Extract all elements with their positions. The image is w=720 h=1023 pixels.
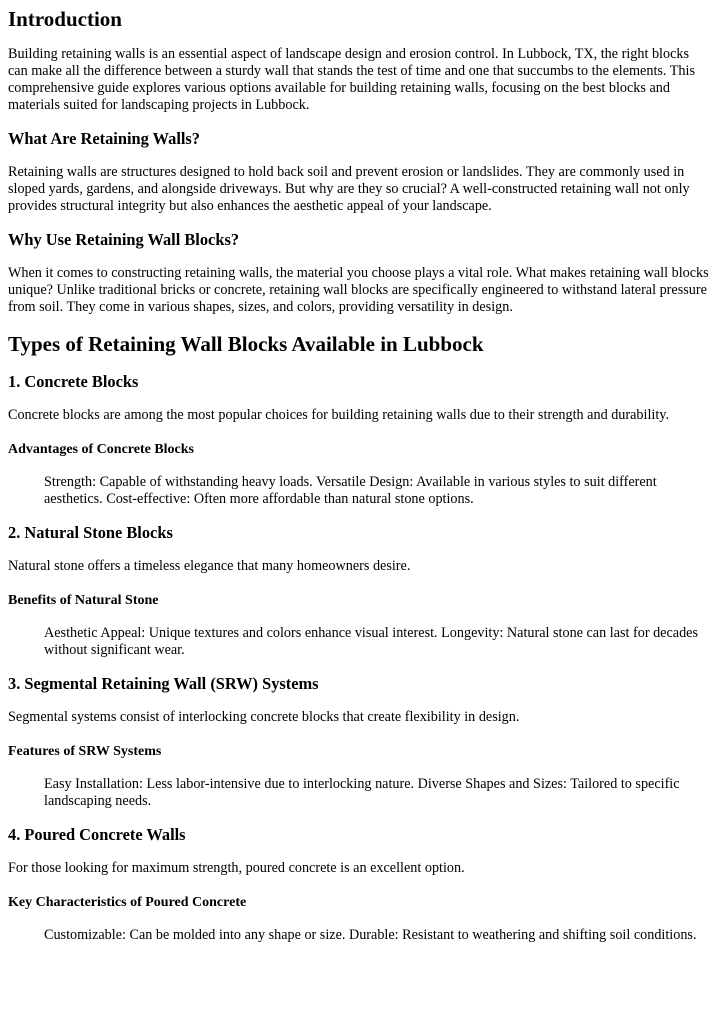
section-quote-concrete: Strength: Capable of withstanding heavy loads. Versatile Design: Available in various styles to suit different aesthetics. Cost-effective: Often more affordable than natural stone options.: [44, 474, 657, 507]
section-paragraph-natural-stone: Natural stone offers a timeless elegance that many homeowners desire.: [8, 558, 411, 574]
what-heading: What Are Retaining Walls?: [8, 129, 201, 148]
section-heading-poured-concrete: 4. Poured Concrete Walls: [8, 825, 186, 844]
article: [0, 6, 712, 944]
section-quote-poured-concrete: Customizable: Can be molded into any shape or size. Durable: Resistant to weathering and shifting soil conditions.: [44, 927, 697, 943]
section-quote-srw: Easy Installation: Less labor-intensive due to interlocking nature. Diverse Shapes and Sizes: Tailored to specific landscaping needs.: [44, 776, 680, 809]
section-quote-natural-stone: Aesthetic Appeal: Unique textures and colors enhance visual interest. Longevity: Natural stone can last for decades without significant wear.: [44, 625, 698, 658]
why-paragraph: When it comes to constructing retaining walls, the material you choose plays a vital role. What makes retaining wall blocks unique? Unlike traditional bricks or concrete, retaining wall blocks are specifically engineered to withstand lateral pressure from soil. They come in various shapes, sizes, and colors, providing versatility in design.: [8, 265, 709, 315]
intro-paragraph: Building retaining walls is an essential aspect of landscape design and erosion control. In Lubbock, TX, the right blocks can make all the difference between a sturdy wall that stands the test of time and one that succumbs to the elements. This comprehensive guide explores various options available for building retaining walls, focusing on the best blocks and materials suited for landscaping projects in Lubbock.: [8, 46, 695, 113]
section-paragraph-poured-concrete: For those looking for maximum strength, poured concrete is an excellent option.: [8, 860, 465, 876]
why-heading: Why Use Retaining Wall Blocks?: [8, 230, 240, 249]
section-subheading-poured-concrete: Key Characteristics of Poured Concrete: [8, 895, 247, 910]
section-heading-concrete: 1. Concrete Blocks: [8, 372, 139, 391]
section-paragraph-concrete: Concrete blocks are among the most popular choices for building retaining walls due to their strength and durability.: [8, 407, 669, 423]
section-heading-natural-stone: 2. Natural Stone Blocks: [8, 523, 173, 542]
section-paragraph-srw: Segmental systems consist of interlocking concrete blocks that create flexibility in design.: [8, 709, 520, 725]
types-heading: Types of Retaining Wall Blocks Available in Lubbock: [8, 332, 484, 356]
section-heading-srw: 3. Segmental Retaining Wall (SRW) Systems: [8, 674, 319, 693]
what-paragraph: Retaining walls are structures designed to hold back soil and prevent erosion or landslides. They are commonly used in sloped yards, gardens, and alongside driveways. But why are they so crucial? A well-constructed retaining wall not only provides structural integrity but also enhances the aesthetic appeal of your landscape.: [8, 164, 690, 214]
section-subheading-natural-stone: Benefits of Natural Stone: [8, 593, 159, 608]
section-subheading-srw: Features of SRW Systems: [8, 744, 162, 759]
section-subheading-concrete: Advantages of Concrete Blocks: [8, 442, 195, 457]
intro-heading: Introduction: [8, 7, 122, 31]
